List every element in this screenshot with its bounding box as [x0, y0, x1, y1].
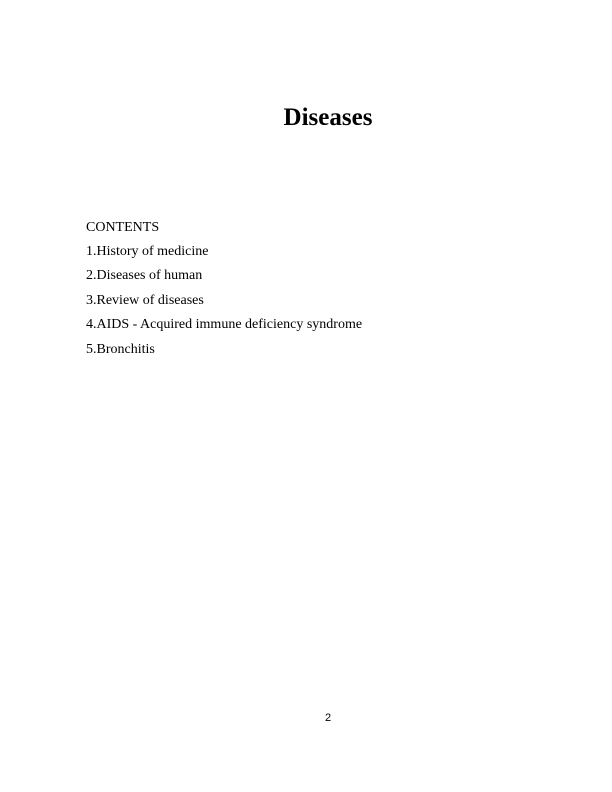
contents-item: 1.History of medicine	[86, 244, 209, 259]
contents-item: 3.Review of diseases	[86, 292, 204, 308]
contents-list	[86, 243, 362, 365]
contents-item: 2.Diseases of human	[86, 268, 203, 284]
table-of-contents	[86, 219, 362, 365]
contents-item: 4.AIDS - Acquired immune deficiency syndrome	[86, 317, 363, 333]
page-title: Diseases	[283, 104, 373, 131]
contents-heading: CONTENTS	[86, 220, 160, 235]
page-number: 2	[324, 712, 332, 724]
contents-item: 5.Bronchitis	[86, 341, 155, 357]
